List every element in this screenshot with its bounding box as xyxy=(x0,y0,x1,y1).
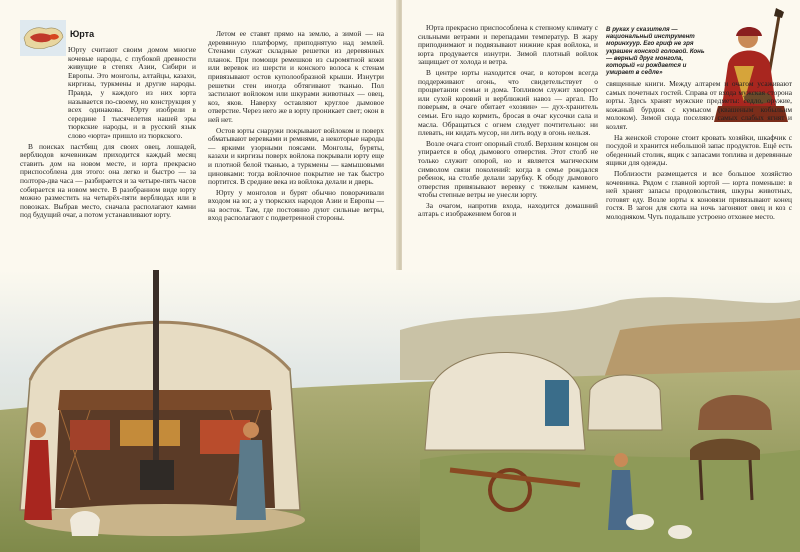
yurt-camp-illustration xyxy=(0,270,800,552)
paragraph: Юрту у монголов и бурят обычно поворачивали входом на юг, а у тюркских народов Азии и Европы — на восток. Там, где постоянно дуют сильные ветры, вход располагают с подветренной стороны. xyxy=(208,187,384,223)
left-column-1 xyxy=(20,46,196,222)
paragraph: За очагом, напротив входа, находится домашний алтарь с изображением богов и xyxy=(418,200,598,219)
paragraph: В центре юрты находится очаг, в котором всегда поддерживают огонь, что свидетельствует о процветании семьи и дома. Топливом служит хворост или сухой коровий и верблюжий навоз — аргал. По поверьям, в очаге обитает «хозяин» — дух-хранитель семьи. Его надо кормить, бросая в очаг кусочки сала и масла. Обращаться с огнем следует почтительно: ни плевать, ни кидать мусор, ни лить воду в огонь нельзя. xyxy=(418,67,598,138)
left-column-2 xyxy=(208,30,384,225)
paragraph: Поблизости размещается и все большое хозяйство кочевника. Рядом с главной юртой — юрта поменьше: в ней хранят запасы продовольствия, шкуры животных, готовят еду. Возле юрты к коновязи привязывают конец гостя. В загон для скота на ночь загоняют овец и коз с молодняком. Чуть подальше устроено отхожее место. xyxy=(606,168,792,221)
paragraph: В поисках пастбищ для своих овец, лошадей, верблюдов кочевникам приходится каждый месяц ставить дом на новом месте, и юрта прекрасно приспособлена для этого: она легко и быстро — за полтора-два часа — разбирается и за четыре-пять часов собирается на новом месте. В разобранном виде юрту можно разместить на четырёх-пяти верблюдах или в повозках. Выбрав место, сначала располагают камни под будущий очаг, а потом устанавливают юрту. xyxy=(20,141,196,220)
illustration-caption: В руках у сказителя — национальный инструмент моринхуур. Его гриф не зря украшен конской головой. Конь — верный друг монгола, который «и рождается и умирает в седле» xyxy=(606,26,705,77)
paragraph: Юрта прекрасно приспособлена к степному климату с сильными ветрами и перепадами температур. В жару приподнимают и подвязывают нижние края войлока, и юрта продувается изнутри. Зимой плотный войлок защищает от холода и ветра. xyxy=(418,23,598,67)
paragraph: Юрту считают своим домом многие кочевые народы, с глубокой древности живущие в степях Азии, Сибири и Европы. Это монголы, алтайцы, казахи, киргизы, туркмены и другие народы. Правда, у каждого из них юрта называется по-своему, но конструкция у всех одинакова. Юрту изобрели в середине I тысячелетия нашей эры тюркские народы, и в русский язык слово «юрта» пришло из тюркского. xyxy=(68,45,196,140)
page-title: Юрта xyxy=(70,29,95,39)
paragraph: священные книги. Между алтарем и очагом усаживают самых почетных гостей. Справа от входа мужская сторона юрты. Здесь хранят мужские предметы: седло, оружие, кожаный бурдюк с кумысом (квашеным кобыльим молоком). Зимой сюда поселяют самых слабых ягнят и козлят. xyxy=(606,79,792,131)
paragraph: Летом ее ставят прямо на землю, а зимой — на деревянную платформу, приподнятую над землей. Стенами служат складные решетки из деревянных планок. При помощи ремешков из сыромятной кожи или веревок из шерсти и конского волоса к стенам привязывают остов куполообразной крыши. Изнутри решетки стен иногда обтягивают тканью. Пол застилают войлоком или шкурами животных — овец, коз, яков. Наверху оставляют круглое дымовое отверстие. Через него же в юрту проникает свет; окон в ней нет. xyxy=(208,29,384,124)
paragraph: На женской стороне стоит кровать хозяйки, шкафчик с посудой и хранится небольшой запас продуктов. Ещё есть обеденный столик, ящик с запасами топлива и деревянные ящики для одежды. xyxy=(606,132,792,168)
paragraph: Остов юрты снаружи покрывают войлоком и поверх обматывают веревками и ремнями, а некоторые народы — яркими узорными поясами. Монголы, буряты, казахи и киргизы поверх войлока покрывали юрту еще и плотной белой тканью, а туркмены — камышовыми циновками: тогда войлочное покрытие не так быстро портится. В средние века из войлока делали и дверь. xyxy=(208,125,384,187)
right-column-1 xyxy=(418,24,598,221)
paragraph: Возле очага стоит опорный столб. Верхним концом он упирается в обод дымового отверстия. Этот столб не только служит опорой, но и является магическим символом связи поколений: когда в семье рождался ребенок, на столбе делали зарубку. К ободу дымового отверстия привязывают веревку с тяжелым камнем, чтобы степные ветры не унесли юрту. xyxy=(418,138,598,200)
right-column-2 xyxy=(606,80,792,224)
